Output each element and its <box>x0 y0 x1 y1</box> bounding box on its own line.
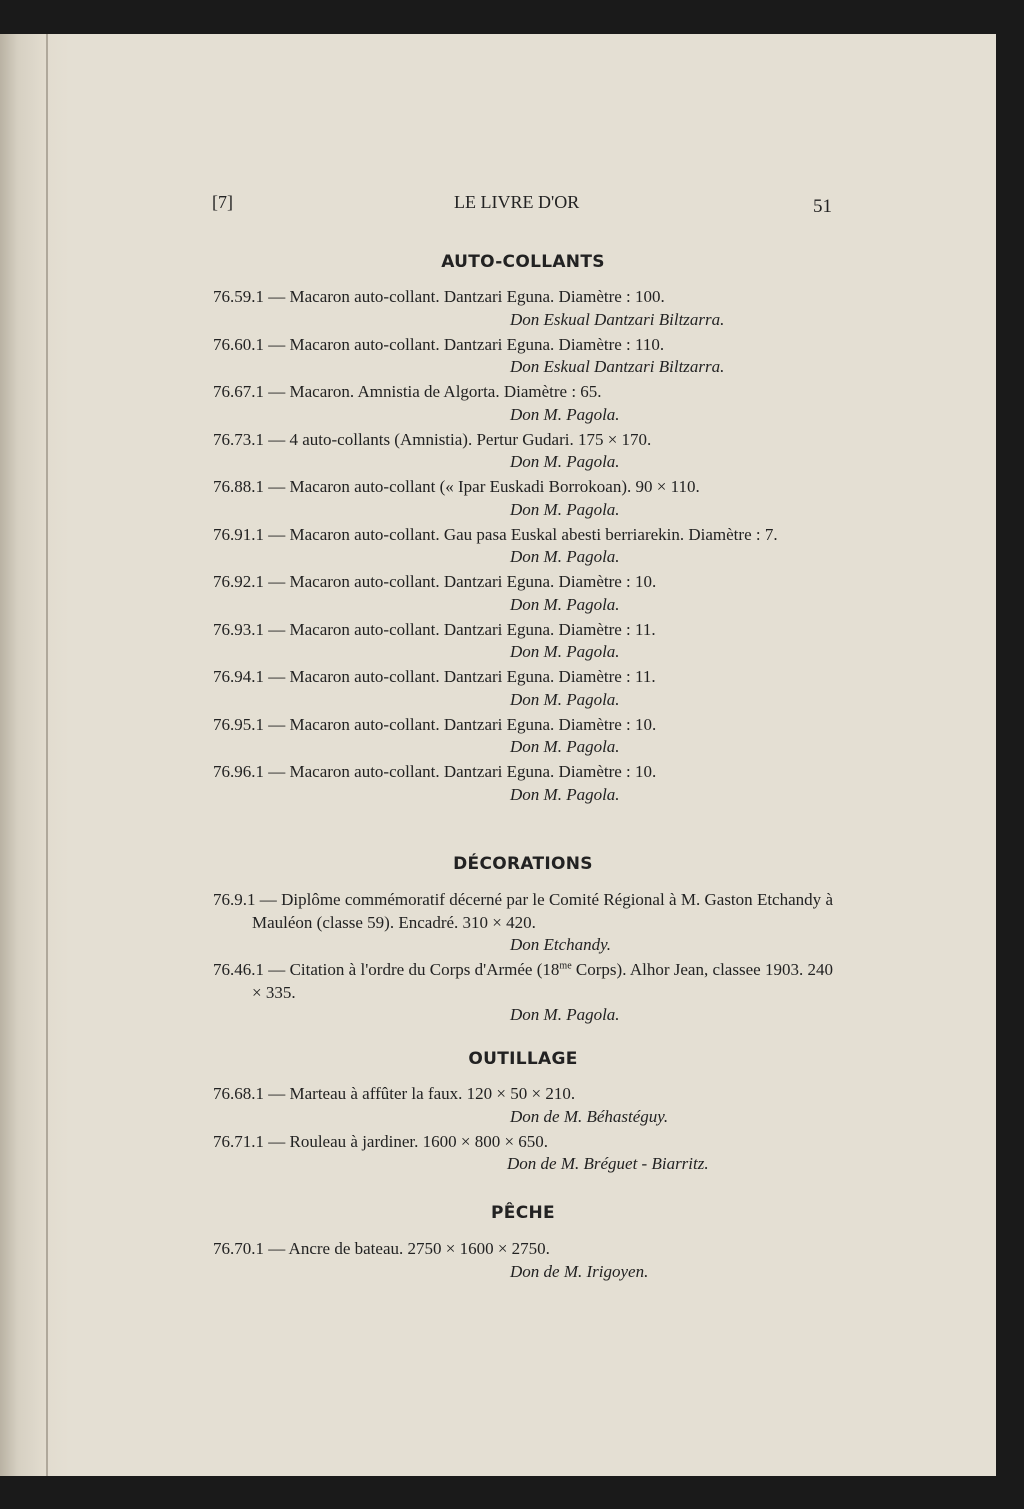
entry-donor: Don M. Pagola. <box>510 499 620 519</box>
entry-donor: Don M. Pagola. <box>510 1005 620 1024</box>
entry-donor: Don Eskual Dantzari Biltzarra. <box>510 309 725 329</box>
entry-donor: Don de M. Béhastéguy. <box>510 1106 669 1126</box>
section-auto-collants <box>213 286 833 809</box>
catalog-entry <box>213 381 833 426</box>
entry-donor: Don M. Pagola. <box>510 689 620 709</box>
entry-donor: Don M. Pagola. <box>510 784 620 804</box>
catalog-entry <box>213 959 833 1027</box>
section-decorations <box>213 889 833 1029</box>
entry-donor: Don M. Pagola. <box>510 404 620 424</box>
section-title-auto-collants: AUTO-COLLANTS <box>441 252 605 272</box>
catalog-entry <box>213 889 833 957</box>
entry-text: 76.93.1 — Macaron auto-collant. Dantzari Eguna. Diamètre : 11. <box>213 619 656 639</box>
entry-donor: Don M. Pagola. <box>510 737 620 756</box>
catalog-entry <box>213 714 833 759</box>
entry-donor: Don de M. Bréguet - Biarritz. <box>507 1154 709 1173</box>
catalog-entry <box>213 1083 833 1128</box>
catalog-entry <box>213 334 833 379</box>
entry-donor: Don M. Pagola. <box>510 594 620 614</box>
catalog-entry <box>213 619 833 664</box>
entry-text: 76.9.1 — Diplôme commémoratif décerné par le Comité Régional à M. Gaston Etchandy à Mauléon (classe 59). Encadré. 310 × 420. <box>213 890 833 932</box>
entry-text: 76.60.1 — Macaron auto-collant. Dantzari Eguna. Diamètre : 110. <box>213 334 665 354</box>
section-title-outillage: OUTILLAGE <box>468 1049 578 1069</box>
section-peche <box>213 1238 833 1286</box>
header-section-number: [7] <box>212 192 233 212</box>
entry-donor: Don Eskual Dantzari Biltzarra. <box>510 357 725 376</box>
catalog-entry <box>213 1131 833 1176</box>
header-title: LE LIVRE D'OR <box>454 192 580 212</box>
section-title-decorations: DÉCORATIONS <box>453 854 593 874</box>
catalog-entry <box>213 571 833 616</box>
entry-text: 76.59.1 — Macaron auto-collant. Dantzari Eguna. Diamètre : 100. <box>213 287 665 306</box>
catalog-entry <box>213 286 833 331</box>
entry-text: 76.94.1 — Macaron auto-collant. Dantzari Eguna. Diamètre : 11. <box>213 667 656 686</box>
ordinal-superscript: me <box>559 960 572 972</box>
entry-text: 76.67.1 — Macaron. Amnistia de Algorta. Diamètre : 65. <box>213 382 602 401</box>
entry-text: 76.71.1 — Rouleau à jardiner. 1600 × 800 × 650. <box>213 1131 549 1151</box>
entry-text: 76.70.1 — Ancre de bateau. 2750 × 1600 × 2750. <box>213 1239 550 1258</box>
entry-text: 76.92.1 — Macaron auto-collant. Dantzari Eguna. Diamètre : 10. <box>213 572 657 591</box>
entry-text: 76.68.1 — Marteau à affûter la faux. 120 × 50 × 210. <box>213 1084 576 1103</box>
section-title-peche: PÊCHE <box>491 1203 555 1223</box>
catalog-entry <box>213 1238 833 1283</box>
catalog-entry <box>213 761 833 806</box>
entry-donor: Don Etchandy. <box>510 935 612 954</box>
entry-text: 76.95.1 — Macaron auto-collant. Dantzari Eguna. Diamètre : 10. <box>213 714 657 734</box>
entry-text: 76.88.1 — Macaron auto-collant (« Ipar Euskadi Borrokoan). 90 × 110. <box>213 477 700 496</box>
entry-text: 76.91.1 — Macaron auto-collant. Gau pasa Euskal abesti berriarekin. Diamètre : 7. <box>213 524 778 544</box>
catalog-entry <box>213 476 833 521</box>
page-number: 51 <box>813 196 832 217</box>
section-outillage <box>213 1083 833 1178</box>
entry-text-part: Corps). Alhor Jean, classee 1903. 240 × 335. <box>252 960 833 1002</box>
entry-text <box>213 959 833 1004</box>
entry-donor: Don M. Pagola. <box>510 642 620 661</box>
entry-donor: Don M. Pagola. <box>510 452 620 471</box>
entry-text: 76.96.1 — Macaron auto-collant. Dantzari Eguna. Diamètre : 10. <box>213 762 657 781</box>
entry-text-part: 76.46.1 — Citation à l'ordre du Corps d'Armée (18 <box>213 960 560 979</box>
catalog-entry <box>213 666 833 711</box>
page-gutter <box>46 34 48 1476</box>
entry-text: 76.73.1 — 4 auto-collants (Amnistia). Pertur Gudari. 175 × 170. <box>213 429 652 449</box>
entry-donor: Don de M. Irigoyen. <box>510 1261 649 1281</box>
catalog-entry <box>213 524 833 569</box>
catalog-entry <box>213 429 833 474</box>
entry-donor: Don M. Pagola. <box>510 547 620 566</box>
